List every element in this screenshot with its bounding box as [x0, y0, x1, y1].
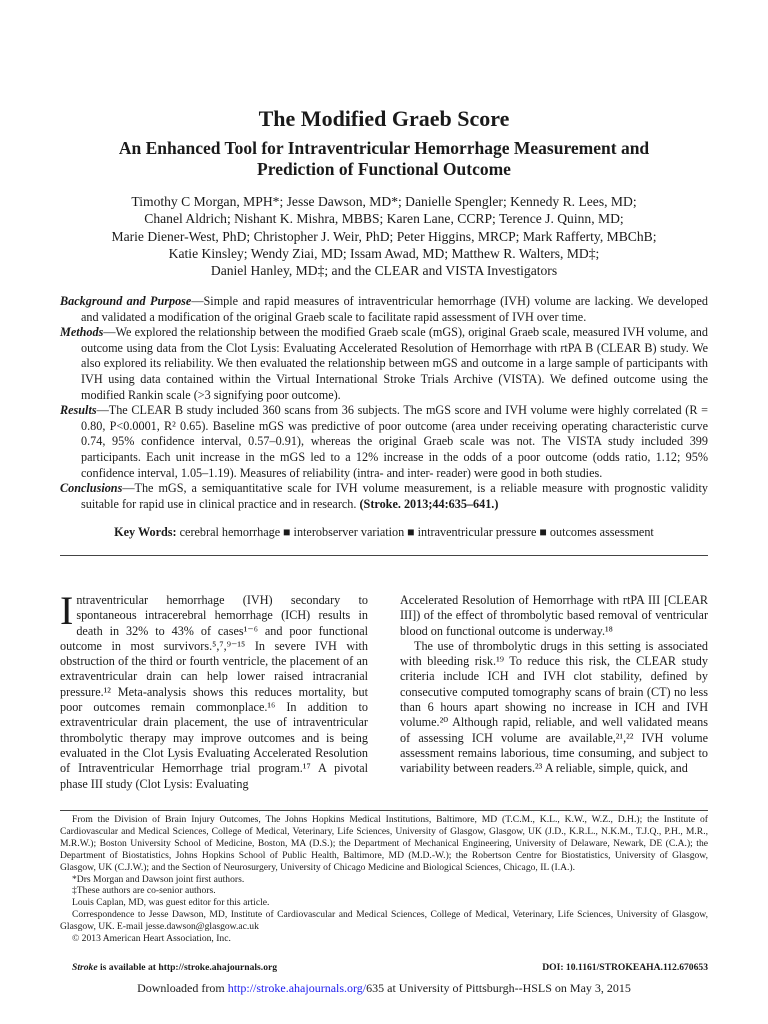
abstract-results: [60, 403, 708, 481]
body-paragraph: The use of thrombolytic drugs in this setting is associated with bleeding risk.¹⁹ To reduce this risk, the CLEAR study criteria include ICH and IVH clot stability, defined by consecutive computed tomography scans of brain (CT) no less than 6 hours apart showing no increase in ICH and IVH volume.²⁰ Although rapid, reliable, and well validated means of assessing ICH volume are available,²¹,²² IVH volume assessment remains laborious, time consuming, and subject to variability between readers.²³ A reliable, simple, quick, and: [400, 638, 708, 776]
journal-name: Stroke: [72, 962, 98, 973]
download-link[interactable]: http://stroke.ahajournals.org/: [227, 981, 367, 995]
abstract-methods-heading: Methods: [60, 325, 104, 340]
download-prefix: Downloaded from: [137, 981, 228, 995]
download-banner: [0, 981, 768, 995]
abstract-results-text: —The CLEAR B study included 360 scans from 36 subjects. The mGS score and IVH volume were highly correlated (R = 0.80, P<0.0001, R² 0.65). Baseline mGS was predictive of poor outcome (area under receiving operating characteristic curve 0.74, 95% confidence interval, 0.57–0.91), whereas the original Graeb scale was not. The VISTA study included 399 participants. Each unit increase in the mGS led to a 12% increase in the odds of a poor outcome (odds ratio, 1.12; 95% confidence interval, 1.05–1.19). Measures of reliability (intra- and inter- reader) were good in both studies.: [81, 403, 708, 480]
footnote-divider: [60, 810, 708, 811]
footnote-copyright: © 2013 American Heart Association, Inc.: [72, 933, 231, 945]
abstract-conclusions-text: —The mGS, a semiquantitative scale for IVH volume measurement, is a reliable measure with prognostic validity suitable for rapid use in clinical practice and in research.: [81, 481, 708, 511]
footnote-affiliation: From the Division of Brain Injury Outcomes, The Johns Hopkins Medical Institutions, Baltimore, MD (T.C.M., K.L., K.W., W.Z., D.H.); the Institute of Cardiovascular and Medical Sciences, College of Medical, Veterinary, Life Sciences, University of Glasgow, Glasgow, UK (J.D., K.R.L., N.K.M., T.J.Q., P.H., M.R., M.R.W.); Boston University School of Medicine, Boston, MA (D.S.); the Department of Mechanical Engineering, University of Delaware, Newark, DE (C.A.); the Department of Biostatistics, Johns Hopkins School of Public Health, Baltimore, MD (M.D.-W.); the Robertson Centre for Biostatistics, University of Glasgow, Glasgow, UK (C.J.W.); and the Section of Neurosurgery, University of Chicago Medicine and Biological Sciences, Chicago, IL (I.A.).: [60, 814, 708, 873]
doi-text: DOI: 10.1161/STROKEAHA.112.670653: [542, 962, 708, 973]
download-suffix: at University of Pittsburgh--HSLS on May 3, 2015: [384, 981, 631, 995]
journal-availability: [72, 962, 277, 974]
page-number: 635: [366, 981, 385, 995]
abstract-conclusions-heading: Conclusions: [60, 481, 123, 496]
keywords: [60, 524, 708, 540]
abstract-methods-text: —We explored the relationship between the modified Graeb scale (mGS), original Graeb scale, measured IVH volume, and outcome using data from the Clot Lysis: Evaluating Accelerated Resolution of Hemorrhage with rtPA B (CLEAR B) study. We also explored its reliability. We then evaluated the relationship between mGS and outcome in a large sample of participants with IVH using data contained within the Virtual International Stroke Trials Archive (VISTA). We defined outcome using the modified Rankin scale (>3 signifying poor outcome).: [81, 325, 708, 402]
author-line: Katie Kinsley; Wendy Ziai, MD; Issam Awad, MD; Matthew R. Walters, MD‡;: [168, 245, 600, 261]
footnote-joint-authors: *Drs Morgan and Dawson joint first authors.: [72, 873, 245, 885]
abstract-background-heading: Background and Purpose: [60, 294, 192, 308]
body-text: ntraventricular hemorrhage (IVH) secondary to spontaneous intracerebral hemorrhage (ICH) results in death in 32% to 43% of cases¹⁻⁶ and poor functional outcome in most survivors.⁵,⁷,⁹⁻¹⁵ In severe IVH with obstruction of the third or fourth ventricle, the placement of an extraventricular drain can help lower raised intracranial pressure.¹² Meta-analysis shows this reduces mortality, but poor outcomes remain commonplace.¹⁶ In addition to extraventricular drain placement, the use of intraventricular thrombolytic therapy may improve outcomes and is being evaluated in the Clot Lysis Evaluating Accelerated Resolution of Intraventricular Hemorrhage trial program.¹⁷ A pivotal phase III study (Clot Lysis: Evaluating: [60, 593, 368, 791]
author-list: [40, 193, 728, 279]
abstract-conclusions: [60, 481, 708, 512]
article-title: The Modified Graeb Score: [258, 106, 510, 131]
footnote-correspondence: Correspondence to Jesse Dawson, MD, Institute of Cardiovascular and Medical Sciences, College of Medical, Veterinary, Life Sciences, University of Glasgow, Glasgow, UK. E-mail jesse.dawson@glasgow.ac.uk: [60, 909, 708, 933]
body-paragraph: [60, 588, 368, 792]
footnote-guest-editor: Louis Caplan, MD, was guest editor for this article.: [72, 897, 270, 909]
abstract-results-heading: Results: [60, 403, 97, 418]
footnotes: [60, 814, 708, 945]
footnote-senior-authors: ‡These authors are co-senior authors.: [72, 885, 216, 897]
body-paragraph: Accelerated Resolution of Hemorrhage with rtPA III [CLEAR III]) of the effect of thrombolytic based removal of ventricular blood on functional outcome is underway.¹⁸: [400, 593, 708, 638]
drop-cap: I: [60, 588, 74, 633]
author-line: Timothy C Morgan, MPH*; Jesse Dawson, MD*; Danielle Spengler; Kennedy R. Lees, MD;: [131, 194, 637, 209]
body-column-right: [400, 593, 708, 777]
subtitle-line-2: Prediction of Functional Outcome: [257, 159, 511, 179]
journal-url-text: is available at http://stroke.ahajournals.org: [97, 962, 278, 973]
abstract-background: [60, 294, 708, 325]
abstract: [60, 294, 708, 512]
author-line: Marie Diener-West, PhD; Christopher J. Weir, PhD; Peter Higgins, MRCP; Mark Rafferty, MBChB;: [111, 228, 657, 244]
article-subtitle: [60, 138, 708, 180]
abstract-methods: [60, 325, 708, 403]
body-column-left: [60, 588, 368, 792]
author-line: Chanel Aldrich; Nishant K. Mishra, MBBS; Karen Lane, CCRP; Terence J. Quinn, MD;: [144, 211, 624, 227]
abstract-divider: [60, 555, 708, 556]
author-line: Daniel Hanley, MD‡; and the CLEAR and VISTA Investigators: [210, 263, 558, 279]
journal-citation: (Stroke. 2013;44:635–641.): [359, 496, 499, 511]
abstract-background-text: —Simple and rapid measures of intraventricular hemorrhage (IVH) volume are lacking. We developed and validated a modification of the original Graeb scale to facilitate rapid assessment of IVH over time.: [81, 294, 709, 324]
subtitle-line-1: An Enhanced Tool for Intraventricular Hemorrhage Measurement and: [118, 138, 650, 158]
keywords-text: cerebral hemorrhage ■ interobserver variation ■ intraventricular pressure ■ outcomes assessment: [179, 525, 654, 539]
keywords-label: Key Words:: [114, 525, 177, 539]
